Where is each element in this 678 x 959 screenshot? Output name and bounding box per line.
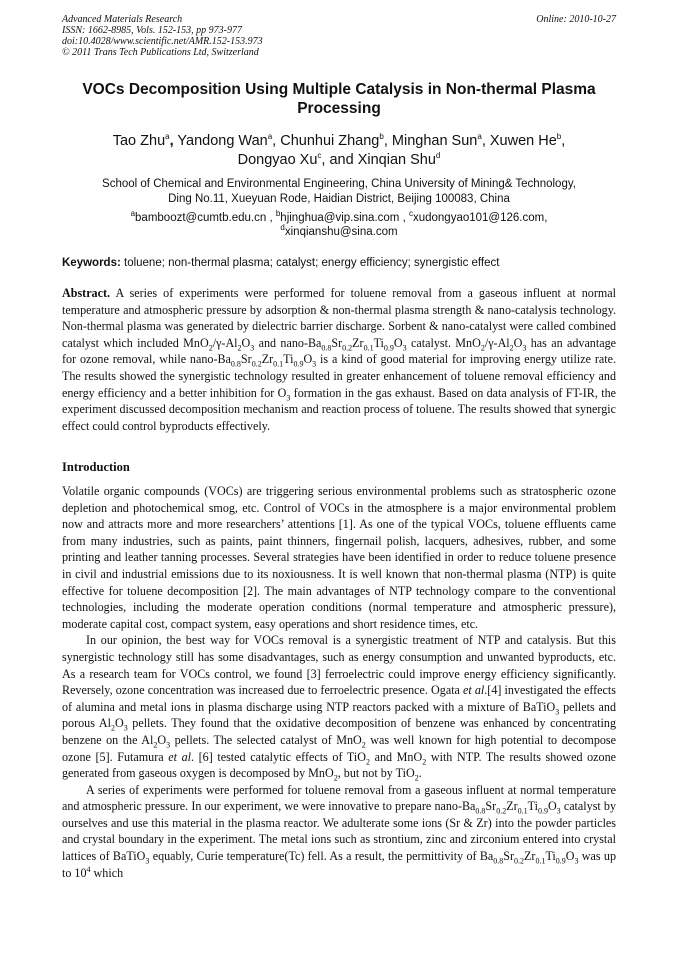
affiliation-line: School of Chemical and Environmental Engineering, China University of Mining& Technology,: [102, 178, 576, 190]
author: Tao Zhu$^a$: [112, 132, 170, 149]
paragraph: In our opinion, the best way for VOCs removal is a synergistic treatment of NTP and catalysis. But this synergistic technology still has some disadvantages, such as energy consumption and unwanted byproducts, etc. As a research team for VOCs control, we found [3] ferroelectric could improve energy efficiency significantly. Reversely, ozone concentration was increased due to ferroelectric presence. Ogata et al.[4] investigated the effects of alumina and metal ions in plasma discharge using NTP reactors packed with a mixture of BaTiO$_3$ pellets and porous $Al_2O_3$ pellets. They found that the oxidative decomposition of benzene was enhanced by concentrating benzene on the $Al_2O_3$ pellets. The selected catalyst of MnO$_2$ was well known for high potential to decompose ozone [5]. Futamura et al. [6] tested catalytic effects of TiO$_2$ and MnO$_2$ with NTP. The results showed ozone generated from gaseous oxygen is decomposed by MnO$_2$, but not by TiO$_2$.: [62, 633, 617, 783]
issn-line: ISSN: 1662-8985, Vols. 152-153, pp 973-977: [62, 25, 242, 36]
author: Minghan Sun$^a$: [391, 132, 482, 149]
doi-line[interactable]: doi:10.4028/www.scientific.net/AMR.152-153.973: [62, 36, 263, 47]
keywords-text: toluene; non-thermal plasma; catalyst; energy efficiency; synergistic effect: [124, 257, 500, 269]
abstract: [62, 285, 616, 434]
online-date: Online: 2010-10-27: [536, 14, 616, 25]
journal-header: [62, 14, 616, 58]
affiliation-line: Ding No.11, Xueyuan Rode, Haidian District, Beijing 100083, China: [168, 193, 510, 205]
email[interactable]: $^c$xudongyao101@126.com: [408, 209, 545, 224]
keywords-label: Keywords:: [62, 257, 121, 269]
author: Chunhui Zhang$^b$: [280, 132, 384, 149]
affiliation: [62, 177, 616, 207]
keywords: [62, 256, 616, 270]
email-list: $^a$bamboozt@cumtb.edu.cn , $^b$hjinghua@vip.sina.com , $^c$xudongyao101@126.com, $^d$xinqianshu@sina.com: [130, 209, 548, 238]
introduction-body: [62, 483, 616, 881]
author: Xuwen He$^b$: [489, 132, 562, 149]
paragraph: A series of experiments were performed for toluene removal from a gaseous influent at normal temperature and atmospheric pressure. In our experiment, we were innovative to prepare nano-$Ba_{0.8}Sr_{0.2}Zr_{0.1}Ti_{0.9}O_3$ catalyst by ourselves and use this material in the plasma reactor. We adulterate some ions (Sr & Zr) into the powder particles and crystal boundary in the experiment. The metal ions such as strontium, zinc and zirconium entered into crystal lattices of BaTiO$_3$ equably, Curie temperature(Tc) fell. As a result, the permittivity of $Ba_{0.8}Sr_{0.2}Zr_{0.1}Ti_{0.9}O_3$ was up to $10^4$ which: [62, 782, 616, 880]
email[interactable]: $^b$hjinghua@vip.sina.com: [275, 209, 400, 224]
author-list: Tao Zhu$^a$, Yandong Wan$^a$, Chunhui Zhang$^b$, Minghan Sun$^a$, Xuwen He$^b$, Dongyao Xu$^c$, and Xinqian Shu$^d$: [112, 132, 566, 168]
section-heading-introduction: Introduction: [62, 460, 130, 474]
abstract-label: Abstract.: [62, 286, 111, 300]
copyright-line: © 2011 Trans Tech Publications Ltd, Switzerland: [62, 47, 259, 58]
email[interactable]: $^a$bamboozt@cumtb.edu.cn: [130, 209, 267, 224]
paragraph: Volatile organic compounds (VOCs) are triggering serious environmental problems such as stratospheric ozone depletion and photochemical smog, etc. Control of VOCs in the atmosphere is a major environmental problem now and attracts more and more researchers’ attentions [1]. As one of the typical VOCs, toluene effluents came from many industries, such as paints, paint thinners, fingernail polish, lacquers, adhesives, rubber, and some printing and leather tanning processes. Several strategies have been identified in order to reduce toluene presence in civil and industrial emissions due to its noxiousness. It is well known that non-thermal plasma (NTP) is quite effective for toluene decomposition [2]. The main advantages of NTP technology compare to the conventional technologies, including the moderate operation conditions (normal temperature and atmospheric pressure), moderate capital cost, compact system, easy operations and short residence times, etc.: [62, 484, 616, 631]
email[interactable]: $^d$xinqianshu@sina.com: [280, 223, 398, 238]
paper-title: VOCs Decomposition Using Multiple Catalysis in Non-thermal Plasma Processing: [82, 81, 596, 117]
author: Xinqian Shu$^d$: [357, 151, 441, 168]
author: Yandong Wan$^a$: [177, 132, 273, 149]
abstract-text: A series of experiments were performed for toluene removal from a gaseous influent at normal temperature and atmospheric pressure by adsorption & non-thermal plasma strength & nano-catalysis technology. Non-thermal plasma was generated by dielectric barrier discharge. Sorbent & nano-catalyst were called combined catalyst which included $MnO_2/\gamma-Al_2O_3$ and nano-$Ba_{0.8}Sr_{0.2}Zr_{0.1}Ti_{0.9}O_3$ catalyst. $MnO_2/\gamma-Al_2O_3$ has an advantage for ozone removal, while nano-$Ba_{0.8}Sr_{0.2}Zr_{0.1}Ti_{0.9}O_3$ is a kind of good material for improving energy utilize rate. The results showed the synergistic technology resulted in greater enhancement of toluene removal efficiency and energy efficiency and a better inhibition for $O_3$ formation in the gas exhaust. Based on data analysis of FT-IR, the experiment discussed decomposition mechanism and reaction process of toluene. The results showed that synergic effect could control byproducts effectively.: [62, 286, 617, 433]
journal-name: Advanced Materials Research: [62, 14, 183, 25]
author: Dongyao Xu$^c$: [237, 151, 322, 168]
